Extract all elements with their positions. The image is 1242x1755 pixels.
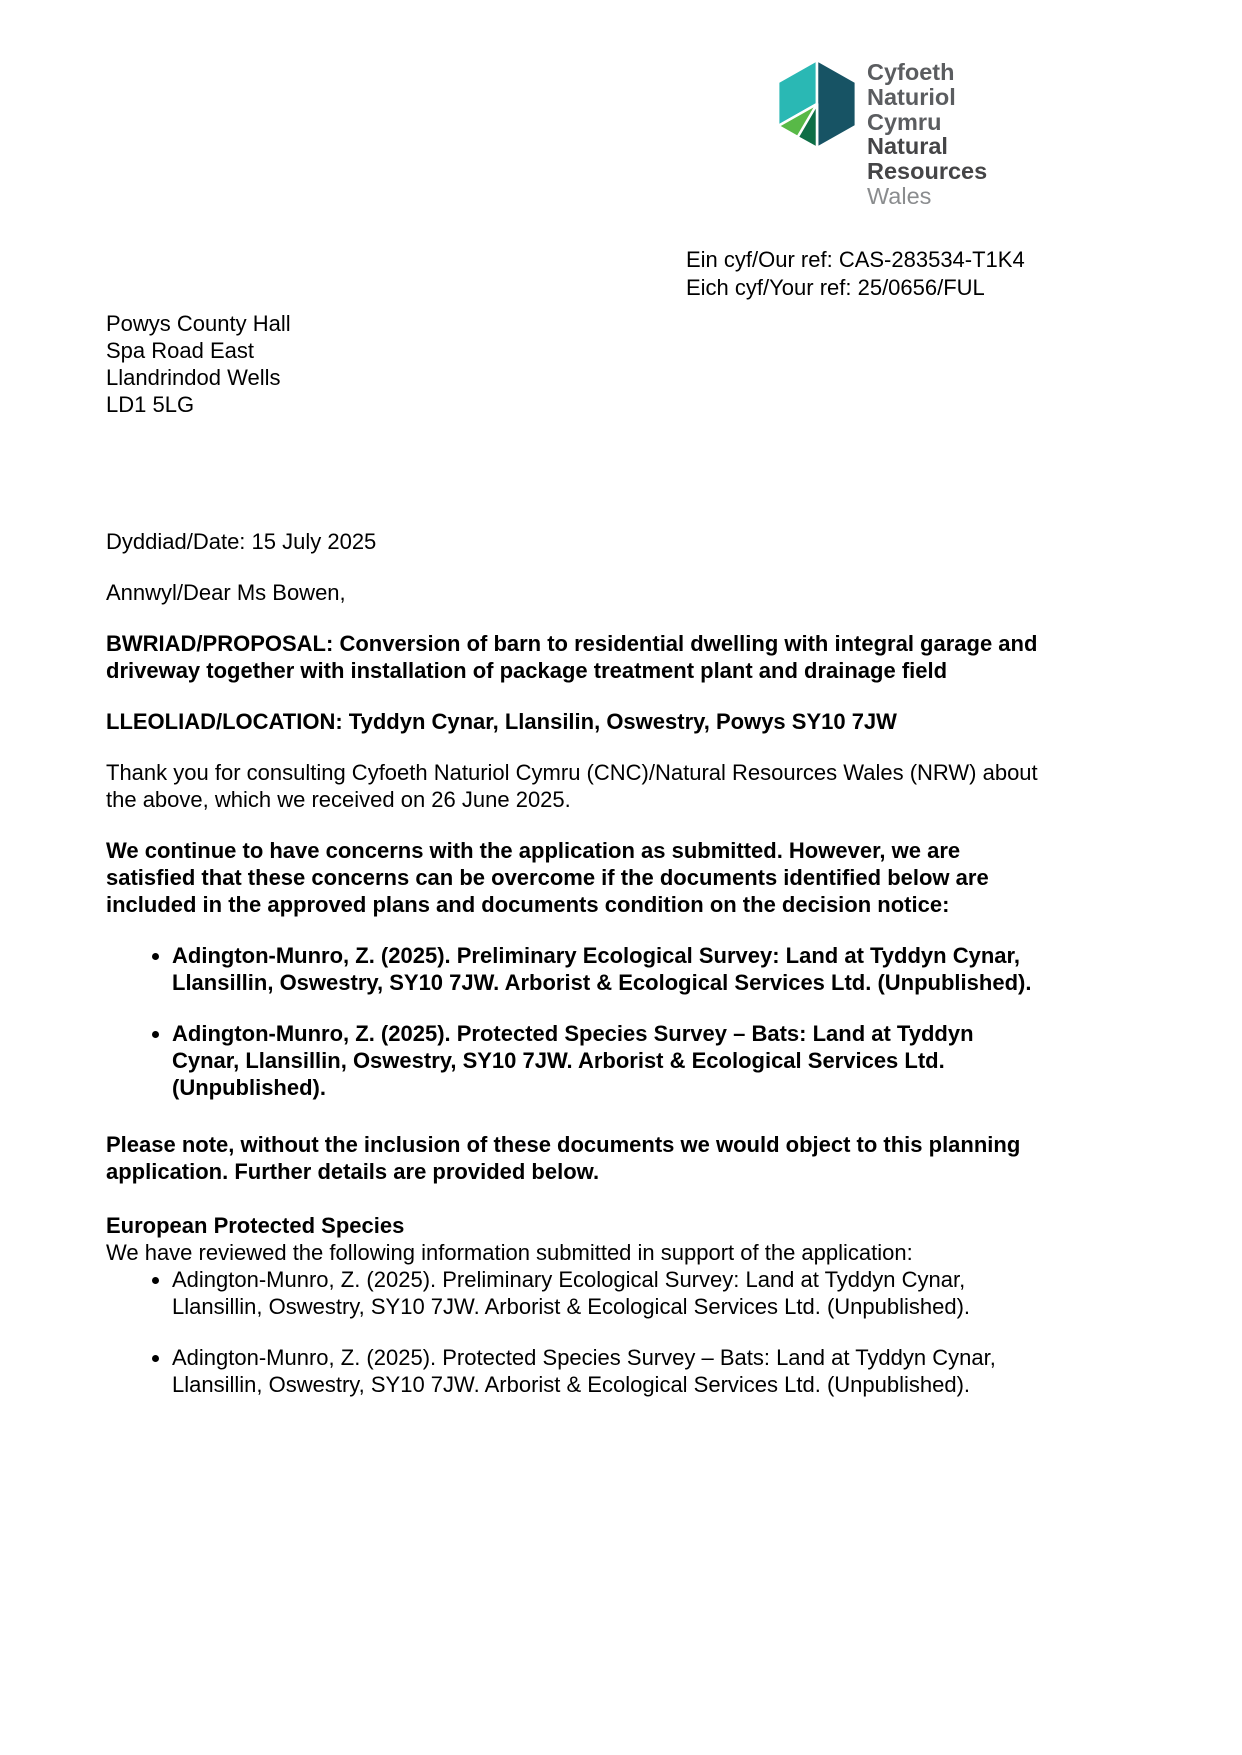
- logo-line-naturiol: Naturiol: [867, 83, 956, 110]
- your-ref-line: Eich cyf/Your ref: 25/0656/FUL: [686, 274, 985, 300]
- concerns-paragraph: We continue to have concerns with the application as submitted. However, we are satisfied that these concerns can be overcome if the documents identified below are included in the approved plans and documents condition on the decision notice:: [106, 838, 989, 917]
- nrw-hexagon-icon: [778, 60, 856, 148]
- address-line-2: Spa Road East: [106, 338, 254, 363]
- nrw-logo-text: [867, 60, 987, 209]
- logo-line-cymru: Cymru: [867, 108, 942, 135]
- address-line-3: Llandrindod Wells: [106, 365, 281, 390]
- address-line-1: Powys County Hall: [106, 311, 291, 336]
- eps-section-heading: European Protected Species: [106, 1213, 405, 1238]
- reference-block: [686, 246, 1025, 301]
- reviewed-documents-list: [106, 1266, 1046, 1398]
- nrw-logo: [778, 60, 987, 209]
- recipient-address: [106, 310, 1046, 418]
- eps-intro-paragraph: We have reviewed the following information submitted in support of the application:: [106, 1240, 913, 1265]
- address-line-4: LD1 5LG: [106, 392, 195, 417]
- date-line: Dyddiad/Date: 15 July 2025: [106, 529, 377, 554]
- letter-body: [106, 310, 1046, 1398]
- our-ref-line: Ein cyf/Our ref: CAS-283534-T1K4: [686, 247, 1025, 272]
- proposal-paragraph: BWRIAD/PROPOSAL: Conversion of barn to residential dwelling with integral garage and driveway together with installation of package treatment plant and drainage field: [106, 631, 1038, 683]
- logo-line-natural: Natural: [867, 133, 948, 160]
- reviewed-document-item: • Adington-Munro, Z. (2025). Preliminary Ecological Survey: Land at Tyddyn Cynar, Llansillin, Oswestry, SY10 7JW. Arborist & Ecological Services Ltd. (Unpublished).: [172, 1266, 1046, 1320]
- reviewed-document-item: • Adington-Munro, Z. (2025). Protected Species Survey – Bats: Land at Tyddyn Cynar, Llansillin, Oswestry, SY10 7JW. Arborist & Ecological Services Ltd. (Unpublished).: [172, 1344, 1046, 1398]
- salutation: Annwyl/Dear Ms Bowen,: [106, 580, 346, 605]
- intro-paragraph: Thank you for consulting Cyfoeth Naturiol Cymru (CNC)/Natural Resources Wales (NRW) about the above, which we received on 26 June 2025.: [106, 760, 1038, 812]
- required-document-item: • Adington-Munro, Z. (2025). Protected Species Survey – Bats: Land at Tyddyn Cynar, Llansillin, Oswestry, SY10 7JW. Arborist & Ecological Services Ltd. (Unpublished).: [172, 1020, 1046, 1101]
- logo-line-cyfoeth: Cyfoeth: [867, 59, 955, 85]
- required-documents-list: [106, 942, 1046, 1101]
- logo-line-wales: Wales: [867, 182, 932, 209]
- please-note-paragraph: Please note, without the inclusion of these documents we would object to this planning application. Further details are provided below.: [106, 1132, 1021, 1184]
- required-document-item: • Adington-Munro, Z. (2025). Preliminary Ecological Survey: Land at Tyddyn Cynar, Llansillin, Oswestry, SY10 7JW. Arborist & Ecological Services Ltd. (Unpublished).: [172, 942, 1046, 996]
- logo-line-resources: Resources: [867, 158, 988, 185]
- location-line: LLEOLIAD/LOCATION: Tyddyn Cynar, Llansilin, Oswestry, Powys SY10 7JW: [106, 709, 897, 734]
